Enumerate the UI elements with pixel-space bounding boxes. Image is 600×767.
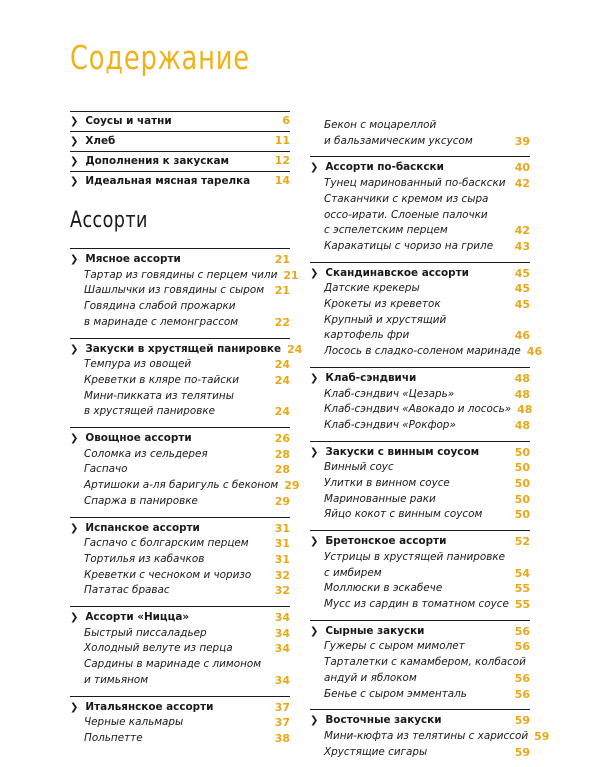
toc-entry-label: и тимьяном [84, 673, 149, 686]
toc-page-number: 31 [274, 552, 290, 566]
chevron-right-icon: ❯ [70, 136, 79, 147]
toc-entry-label: Клаб-сэндвич «Цезарь» [324, 387, 455, 400]
toc-page-number: 14 [274, 174, 290, 187]
toc-page-number: 48 [514, 371, 530, 385]
toc-category-label [310, 371, 515, 387]
toc-entry-row [310, 176, 530, 192]
chevron-right-icon: ❯ [70, 701, 79, 713]
toc-entry-row [310, 387, 530, 403]
toc-entry-label: Маринованные раки [324, 492, 436, 505]
toc-entry-row [310, 208, 530, 224]
toc-category-label [310, 534, 515, 550]
toc-category-row [70, 700, 290, 716]
toc-entry-label: Черные кальмары [84, 716, 184, 729]
chevron-right-icon: ❯ [310, 162, 319, 174]
toc-entry-row [70, 389, 290, 405]
toc-page-number: 34 [274, 626, 290, 640]
toc-entry-label: с эспелетским перцем [324, 224, 448, 237]
toc-category-label [70, 610, 275, 626]
toc-entry-row [70, 478, 300, 494]
toc-page-number: 38 [274, 731, 290, 745]
toc-entry-label: Сардины в маринаде с лимоном [84, 658, 262, 671]
toc-entry-row [310, 550, 530, 566]
toc-right-column [310, 118, 550, 767]
toc-entry-label: Клаб-сэндвич «Рокфор» [324, 418, 456, 431]
toc-group [310, 620, 530, 703]
toc-entry-row [310, 745, 530, 761]
toc-entry-row [70, 626, 290, 642]
toc-page-number: 46 [526, 345, 543, 359]
toc-category-title: Соусы и чатни [85, 115, 172, 127]
toc-entry-label: Крокеты из креветок [324, 298, 441, 311]
toc-page-number: 52 [514, 535, 530, 549]
toc-entry-row [70, 673, 290, 689]
toc-entry-label: андуй и яблоком [324, 671, 417, 684]
toc-page-number: 31 [274, 521, 290, 535]
toc-category-row [70, 114, 290, 129]
toc-category-label [70, 134, 275, 149]
toc-entry-label: Гаспачо с болгарским перцем [84, 537, 249, 550]
toc-page-number: 12 [274, 154, 290, 167]
toc-entry-label: Тунец маринованный по-баскски [324, 177, 506, 190]
toc-page-number: 48 [514, 418, 530, 432]
toc-category-label [310, 713, 515, 729]
toc-entry-row [70, 641, 290, 657]
toc-category-row [70, 431, 290, 447]
toc-entry-label: Креветки в кляре по-тайски [84, 373, 239, 386]
toc-entry-label: Шашлычки из говядины с сыром [84, 284, 265, 297]
toc-category-label [70, 154, 275, 169]
toc-entry-row [310, 476, 530, 492]
toc-page-number: 31 [274, 537, 290, 551]
toc-category-title: Овощное ассорти [85, 432, 192, 445]
toc-group [310, 530, 530, 613]
toc-entry-label: в хрустящей панировке [84, 405, 216, 418]
toc-category-title: Ассорти «Ницца» [85, 611, 190, 624]
toc-page-number: 55 [514, 597, 531, 611]
toc-page-number: 6 [282, 114, 290, 127]
toc-entry-label: Каракатицы с чоризо на гриле [324, 239, 494, 252]
toc-page-number: 29 [274, 494, 290, 508]
toc-entry-label: Говядина слабой прожарки [84, 300, 236, 313]
toc-entry-label: Мини-пикката из телятины [84, 389, 234, 402]
toc-page-number: 39 [514, 134, 530, 148]
toc-category-label [70, 252, 275, 268]
toc-page-number: 28 [274, 463, 290, 477]
toc-page-number: 32 [274, 568, 290, 582]
toc-entry-row [310, 507, 530, 523]
toc-category-row [70, 154, 290, 169]
toc-page-number: 34 [274, 673, 290, 687]
toc-entry-row [310, 192, 530, 208]
toc-category-label [70, 114, 276, 129]
toc-entry-row [310, 134, 530, 150]
toc-entry-row [310, 655, 530, 671]
toc-group [70, 696, 290, 747]
toc-entry-row [70, 731, 290, 747]
toc-entry-row [70, 657, 290, 673]
toc-category-row [310, 713, 530, 729]
toc-entry-row [70, 583, 290, 599]
toc-page-number: 56 [514, 687, 530, 701]
toc-page-number: 45 [514, 282, 530, 296]
toc-page-number: 21 [283, 268, 299, 282]
toc-entry-label: Моллюски в эскабече [324, 582, 443, 595]
toc-category-title: Ассорти по-баскски [325, 161, 444, 174]
toc-page-number: 22 [274, 315, 290, 329]
toc-entry-label: Бенье с сыром эмменталь [324, 687, 467, 700]
toc-page-number: 24 [274, 405, 290, 419]
toc-category-title: Бретонское ассорти [325, 535, 447, 548]
toc-entry-label: картофель фри [324, 329, 410, 342]
toc-category-title: Хлеб [85, 135, 116, 147]
toc-category-row [70, 521, 290, 537]
toc-group [70, 338, 303, 421]
toc-entry-row [310, 460, 530, 476]
toc-page-number: 59 [514, 745, 530, 759]
toc-entry-row [70, 315, 290, 331]
toc-entry-label: Тартар из говядины с перцем чили [84, 268, 278, 281]
chevron-right-icon: ❯ [70, 343, 79, 355]
toc-entry-label: Устрицы в хрустящей панировке [324, 550, 506, 563]
chevron-right-icon: ❯ [70, 156, 79, 167]
toc-page-number: 26 [274, 432, 290, 446]
toc-group [70, 517, 290, 600]
toc-page-number: 50 [514, 492, 530, 506]
toc-entry-label: Стаканчики с кремом из сыра [324, 192, 489, 205]
toc-entry-row [70, 494, 290, 510]
toc-page-number: 56 [514, 640, 530, 654]
chevron-right-icon: ❯ [70, 116, 79, 127]
toc-page-number: 50 [514, 508, 530, 522]
toc-category-label [310, 624, 515, 640]
toc-entry-label: Артишоки а-ля баригуль с беконом [84, 479, 279, 492]
toc-entry-label: Мини-кюфта из телятины с хариссой [324, 729, 529, 742]
toc-entry-label: Крупный и хрустящий [324, 313, 447, 326]
toc-category-label [70, 342, 287, 358]
toc-category-row [70, 134, 290, 149]
toc-category-label [310, 266, 515, 282]
toc-page-number: 34 [274, 611, 290, 625]
toc-entry-row [70, 715, 290, 731]
chevron-right-icon: ❯ [310, 372, 319, 384]
toc-entry-row [310, 402, 533, 418]
chevron-right-icon: ❯ [70, 612, 79, 624]
toc-category-row [70, 252, 290, 268]
toc-entry-row [310, 729, 550, 745]
toc-entry-row [310, 418, 530, 434]
toc-entry-label: Клаб-сэндвич «Авокадо и лосось» [324, 403, 512, 416]
toc-page-number: 59 [514, 714, 530, 728]
toc-category-label [70, 174, 275, 189]
toc-entry-row [310, 597, 530, 613]
toc-page-number: 43 [514, 239, 530, 253]
toc-page-number: 37 [274, 716, 290, 730]
toc-entry-row [310, 687, 530, 703]
toc-page-number: 11 [274, 134, 290, 147]
toc-entry-label: Гаспачо [84, 463, 128, 476]
toc-page-number: 42 [514, 177, 530, 191]
toc-entry-label: Темпура из овощей [84, 358, 192, 371]
toc-page-number: 54 [514, 566, 530, 580]
toc-page-number: 37 [274, 700, 290, 714]
toc-page-number: 21 [274, 284, 290, 298]
toc-entry-row [310, 297, 530, 313]
chevron-right-icon: ❯ [310, 446, 319, 458]
toc-entry-label: оссо-ирати. Слоеные палочки [324, 208, 488, 221]
toc-category-title: Скандинавское ассорти [325, 266, 469, 279]
toc-entry-row [310, 223, 530, 239]
toc-entry-row [70, 404, 290, 420]
toc-entry-row [310, 581, 530, 597]
page-title: Содержание [70, 38, 250, 77]
toc-entry-row [70, 568, 290, 584]
intro-item [70, 111, 290, 131]
toc-category-row [70, 610, 290, 626]
chevron-right-icon: ❯ [70, 522, 79, 534]
toc-entry-label: Лосось в сладко-соленом маринаде [324, 345, 521, 358]
toc-entry-label: Яйцо кокот с винным соусом [324, 508, 483, 521]
toc-group [310, 709, 550, 760]
toc-entry-label: Тортилья из кабачков [84, 552, 205, 565]
toc-category-label [70, 521, 275, 537]
chevron-right-icon: ❯ [70, 254, 79, 265]
toc-category-title: Идеальная мясная тарелка [85, 175, 251, 187]
toc-page-number: 46 [514, 329, 530, 343]
toc-entry-label: Быстрый писсаладьер [84, 626, 207, 639]
toc-entry-row [310, 118, 530, 134]
toc-category-row [310, 534, 530, 550]
toc-page-number: 56 [514, 671, 530, 685]
toc-category-label [70, 431, 275, 447]
toc-entry-row [70, 283, 290, 299]
toc-entry-row [310, 671, 530, 687]
toc-group [70, 248, 299, 331]
toc-page-number: 50 [514, 461, 530, 475]
toc-page-number: 55 [514, 582, 530, 596]
toc-page-number: 34 [274, 642, 290, 656]
intro-list [70, 111, 290, 191]
toc-category-title: Закуски в хрустящей панировке [85, 342, 282, 355]
toc-entry-row [310, 313, 530, 329]
toc-page-number: 24 [274, 358, 290, 372]
toc-entry-label: с имбирем [324, 566, 382, 579]
toc-entry-row [310, 566, 530, 582]
toc-category-title: Мясное ассорти [85, 253, 181, 265]
toc-entry-row [310, 328, 530, 344]
toc-category-label [310, 160, 515, 176]
toc-entry-label: Соломка из сельдерея [84, 447, 208, 460]
intro-item [70, 171, 290, 191]
toc-entry-label: Бекон с моцареллой [324, 119, 437, 131]
toc-entry-row [70, 536, 290, 552]
toc-group [310, 262, 543, 360]
toc-entry-label: Пататас бравас [84, 584, 170, 597]
toc-category-title: Восточные закуски [325, 714, 442, 727]
toc-left-column [70, 248, 303, 754]
toc-group [310, 156, 530, 254]
toc-category-row [310, 371, 530, 387]
toc-page-number: 24 [274, 373, 290, 387]
toc-page-number: 32 [274, 584, 290, 598]
toc-entry-row [70, 462, 290, 478]
toc-page-number: 21 [274, 253, 290, 266]
toc-category-row [310, 266, 530, 282]
toc-entry-label: Гужеры с сыром мимолет [324, 640, 465, 653]
chevron-right-icon: ❯ [310, 715, 319, 727]
chevron-right-icon: ❯ [310, 536, 319, 548]
toc-entry-row [70, 299, 290, 315]
toc-entry-row [310, 239, 530, 255]
toc-category-label [70, 700, 275, 716]
toc-entry-row [70, 373, 290, 389]
toc-category-row [70, 174, 290, 189]
toc-entry-label: Спаржа в панировке [84, 494, 198, 507]
toc-entry-label: Креветки с чесноком и чоризо [84, 568, 252, 581]
toc-entry-row [310, 639, 530, 655]
toc-entry-label: Мусс из сардин в томатном соусе [324, 597, 509, 610]
toc-category-row [310, 160, 530, 176]
toc-category-label [310, 445, 515, 461]
toc-group [310, 367, 533, 434]
toc-group [310, 441, 530, 524]
toc-category-title: Итальянское ассорти [85, 700, 214, 713]
chevron-right-icon: ❯ [310, 267, 319, 279]
toc-page-number: 48 [514, 387, 530, 401]
toc-category-title: Испанское ассорти [85, 521, 200, 534]
toc-category-row [310, 624, 530, 640]
chevron-right-icon: ❯ [70, 433, 79, 445]
toc-entry-label: Датские крекеры [324, 282, 420, 295]
toc-category-row [310, 445, 530, 461]
toc-page-number: 50 [514, 445, 530, 459]
toc-entry-label: Винный соус [324, 461, 394, 474]
toc-entry-label: Польпетте [84, 731, 143, 744]
toc-entry-label: Улитки в винном соусе [324, 477, 450, 490]
toc-page-number: 42 [514, 224, 530, 238]
toc-entry-row [70, 357, 290, 373]
toc-entry-label: Холодный велуте из перца [84, 642, 233, 655]
toc-page-number: 45 [514, 266, 530, 280]
chevron-right-icon: ❯ [70, 176, 79, 187]
toc-page-number: 45 [514, 298, 530, 312]
intro-item [70, 131, 290, 151]
chevron-right-icon: ❯ [310, 625, 319, 637]
toc-entry-label: Хрустящие сигары [324, 745, 428, 758]
toc-category-title: Закуски с винным соусом [325, 445, 480, 458]
toc-page-number: 50 [514, 477, 530, 491]
toc-category-title: Сырные закуски [325, 624, 425, 637]
toc-entry-row [70, 447, 290, 463]
toc-page-number: 40 [514, 161, 530, 175]
toc-page-number: 28 [274, 447, 290, 461]
toc-group [70, 427, 300, 510]
toc-entry-row [70, 552, 290, 568]
toc-page-number: 59 [534, 729, 550, 743]
toc-continued-entry [310, 118, 530, 149]
toc-entry-label: и бальзамическим уксусом [324, 134, 473, 147]
intro-item [70, 151, 290, 171]
toc-category-title: Клаб-сэндвичи [325, 371, 417, 384]
toc-page-number: 24 [287, 342, 303, 356]
toc-entry-row [310, 492, 530, 508]
toc-entry-row [70, 268, 299, 284]
toc-group [70, 606, 290, 689]
toc-entry-row [310, 344, 543, 360]
section-title: Ассорти [70, 208, 148, 233]
toc-category-row [70, 342, 303, 358]
toc-category-title: Дополнения к закускам [85, 155, 229, 167]
toc-entry-label: в маринаде с лемонграссом [84, 315, 239, 328]
toc-entry-label: Тарталетки с камамбером, колбасой [324, 656, 526, 669]
toc-page-number: 56 [514, 624, 530, 638]
toc-page-number: 48 [517, 403, 533, 417]
toc-entry-row [310, 281, 530, 297]
toc-page-number: 29 [284, 479, 300, 493]
